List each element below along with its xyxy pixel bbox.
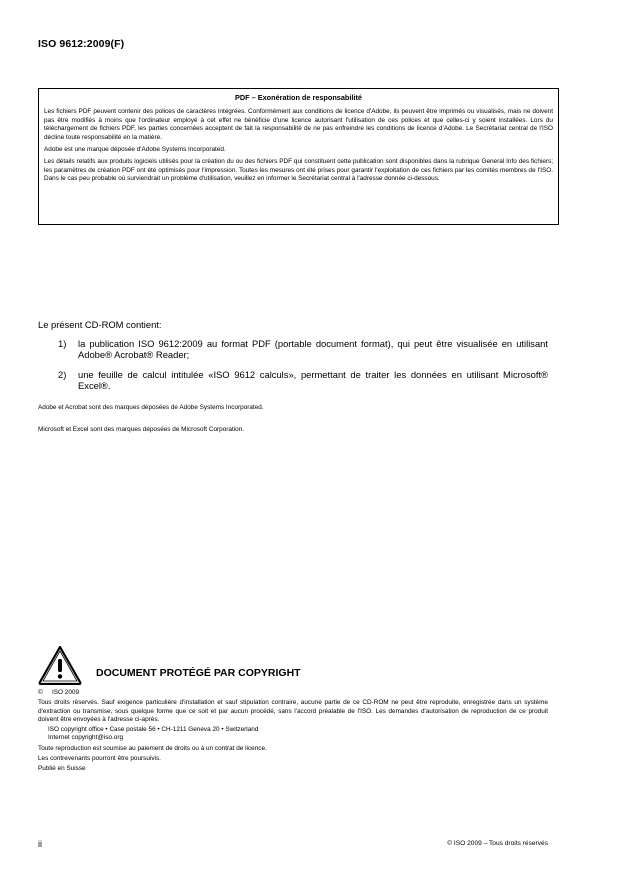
disclaimer-title: PDF – Exonération de responsabilité [235, 93, 362, 102]
copyright-rights-text: Tous droits réservés. Sauf exigence particulière d'installation et sauf stipulation contraire, aucune partie de ce CD-ROM ne peut être reproduite, enregistrée dans un système d'extraction ou transmise, sous quelque forme que ce soit et par aucun procédé, sans l'accord préalable de l'ISO. Les demandes d'autorisation de reproduction de ce produit doivent être envoyées à l'adresse ci-après. [38, 699, 548, 723]
pdf-disclaimer-box [38, 88, 559, 225]
contents-list [38, 338, 548, 392]
copyright-notice [38, 689, 548, 776]
trademark-note-adobe: Adobe et Acrobat sont des marques déposées de Adobe Systems Incorporated. [38, 404, 264, 411]
disclaimer-paragraph-adobe: Adobe est une marque déposée d'Adobe Systems Incorporated. [44, 146, 226, 154]
copyright-symbol: © [38, 689, 43, 696]
document-id: ISO 9612:2009(F) [38, 38, 125, 50]
copyright-prosecution-note: Les contrevenants pourront être poursuivis. [38, 755, 161, 763]
list-item [38, 338, 548, 361]
list-item-text: une feuille de calcul intitulée «ISO 9612 calculs», permettant de traiter les données en utilisant Microsoft® Excel®. [78, 368, 548, 392]
copyright-year: ISO 2009 [52, 689, 80, 696]
copyright-office-address: ISO copyright office • Case postale 56 • CH-1211 Geneva 20 • Switzerland [48, 726, 259, 734]
list-item [38, 369, 548, 392]
copyright-published: Publié en Suisse [38, 765, 86, 773]
list-item-number: 1) [58, 337, 67, 349]
disclaimer-paragraph-details: Les détails relatifs aux produits logiciels utilisés pour la création du ou des fichiers PDF qui constituent cette publication sont disponibles dans la rubrique General Info des fichiers; les paramètres de création PDF ont été optimisés pour l'impression. Toutes les mesures ont été prises pour garantir l'exploitation de ces fichiers par les comités membres de l'ISO. Dans le cas peu probable où surviendrait un problème d'utilisation, veuillez en informer le Secrétariat central à l'adresse donnée ci-dessous. [44, 158, 553, 183]
page-number: ii [38, 839, 42, 849]
trademark-note-microsoft: Microsoft et Excel sont des marques déposées de Microsoft Corporation. [38, 426, 245, 433]
copyright-heading: DOCUMENT PROTÉGÉ PAR COPYRIGHT [96, 667, 301, 679]
warning-triangle-icon [38, 645, 82, 685]
disclaimer-paragraph-fonts: Les fichiers PDF peuvent contenir des polices de caractères intégrées. Conformément aux conditions de licence d'Adobe, ils peuvent être imprimés ou visualisés, mais ne doivent pas être modifiés à moins que l'ordinateur employé à cet effet ne bénéficie d'une licence autorisant l'utilisation de ces polices et que celles-ci y soient installées. Lors du téléchargement de fichiers PDF, les parties concernées acceptent de fait la responsabilité de ne pas enfreindre les conditions de licence d'Adobe. Le Secrétariat central de l'ISO décline toute responsabilité en la matière. [44, 108, 553, 141]
cdrom-contents [38, 319, 548, 400]
footer-rights: © ISO 2009 – Tous droits réservés [447, 840, 548, 847]
contents-intro: Le présent CD-ROM contient: [38, 319, 162, 330]
copyright-payment-note: Toute reproduction est soumise au paiement de droits ou à un contrat de licence. [38, 744, 267, 752]
list-item-number: 2) [58, 368, 67, 380]
list-item-text: la publication ISO 9612:2009 au format PDF (portable document format), qui peut être visualisée en utilisant Adobe® Acrobat® Reader; [78, 337, 548, 361]
copyright-internet: Internet copyright@iso.org [48, 734, 124, 742]
